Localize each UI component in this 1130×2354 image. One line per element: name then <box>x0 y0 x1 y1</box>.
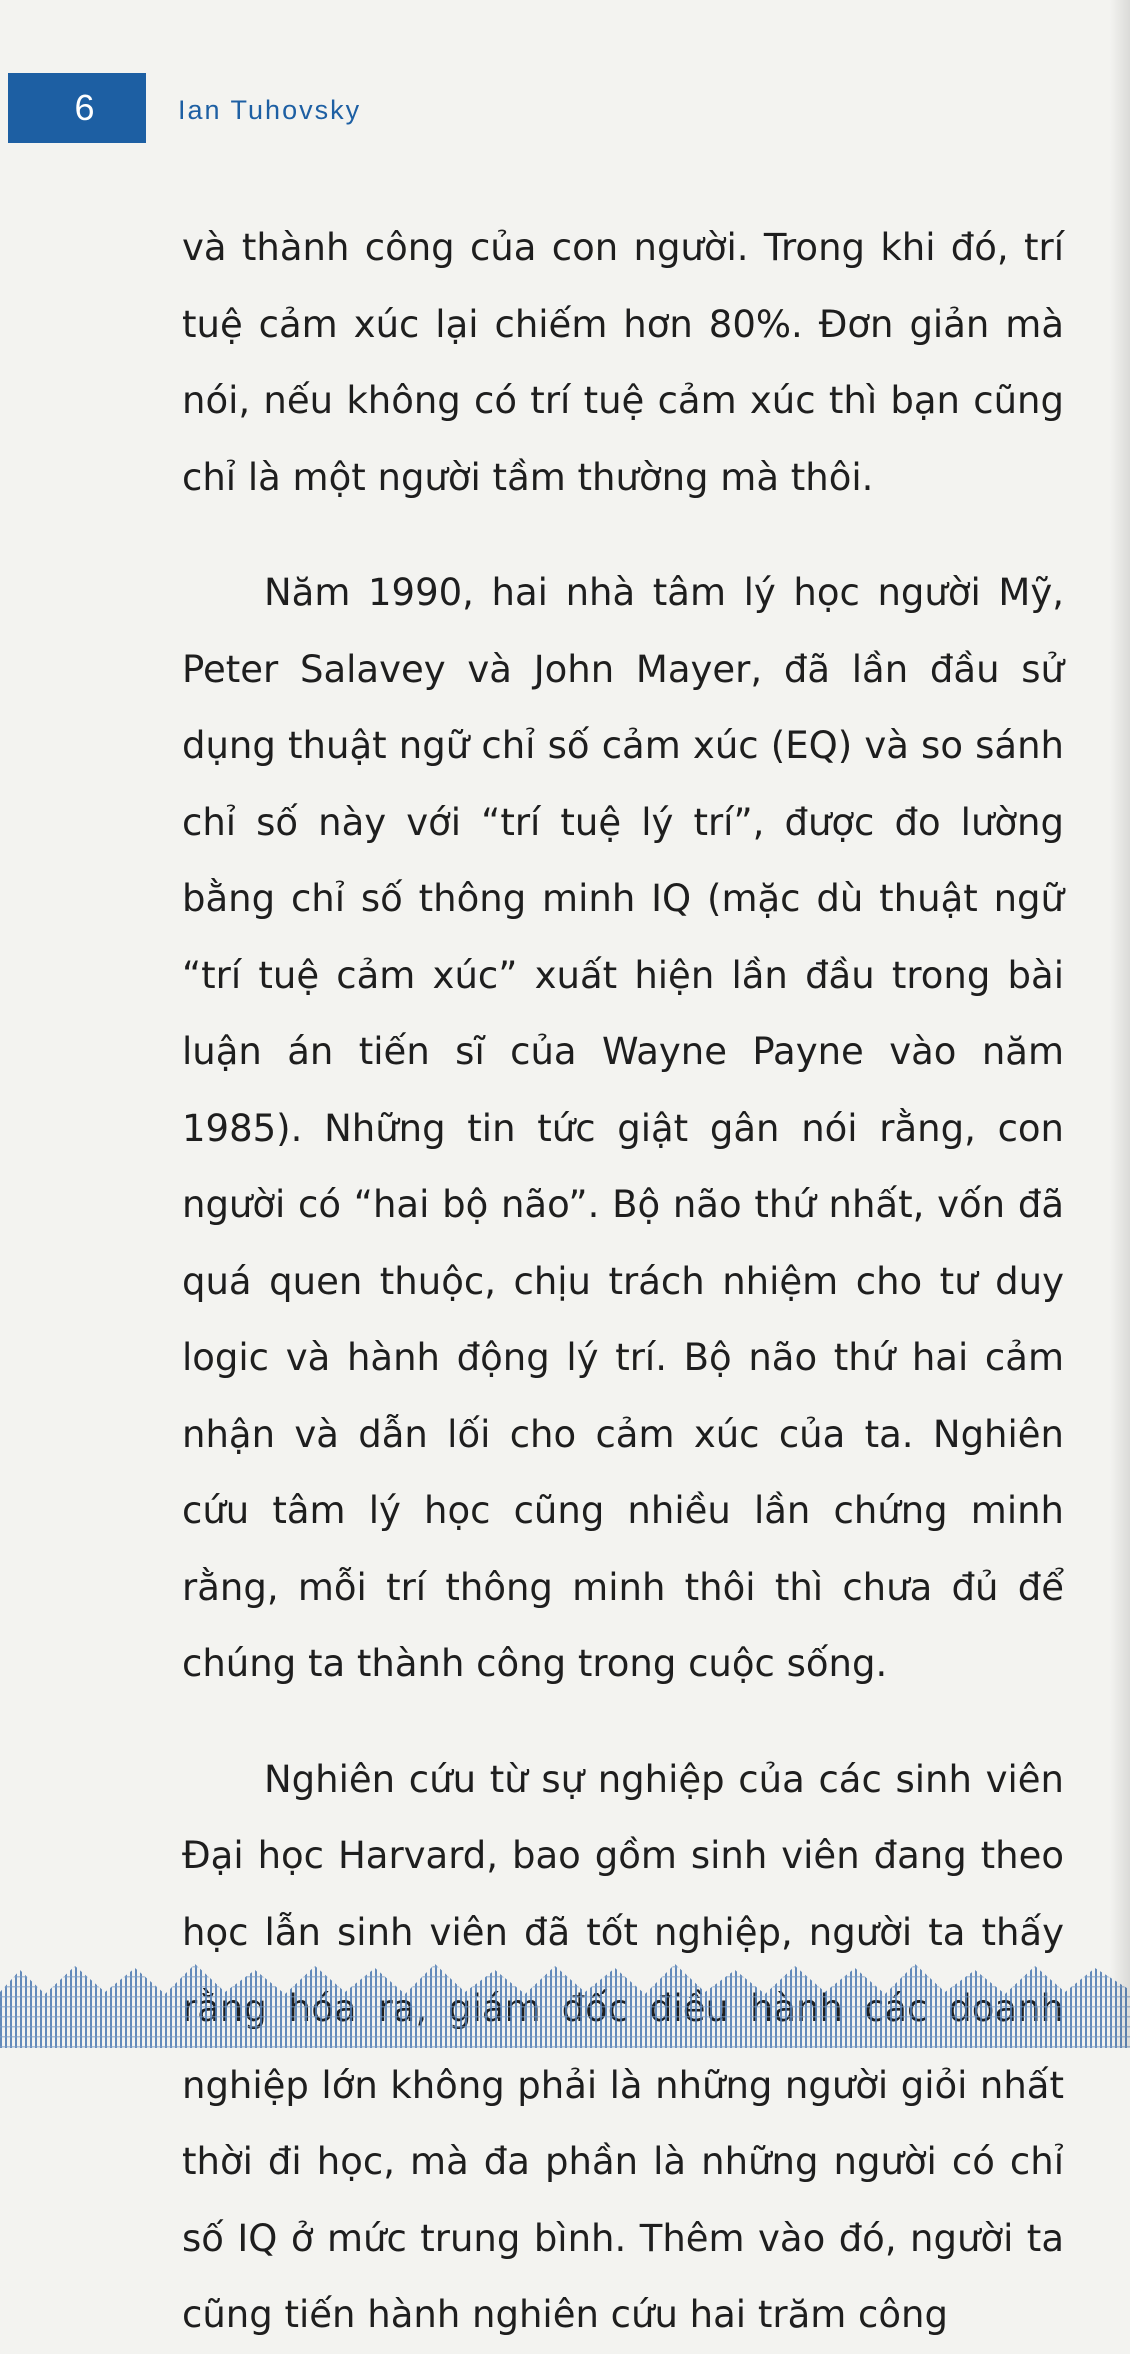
paragraph: Nghiên cứu từ sự nghiệp của các sinh viên Đại học Harvard, bao gồm sinh viên đang theo học lẫn sinh viên đã tốt nghiệp, người ta thấy nghiệp lớn không phải là những người giỏi nhất thời đi học, mà đa phần là những người có chỉ số IQ ở mức trung bình. Thêm vào đó, người ta cũng tiến hành nghiên cứu hai trăm công <box>182 1757 1064 2336</box>
page-edge-shadow <box>1110 0 1130 2048</box>
page-number: 6 <box>74 87 96 128</box>
page-number-tab <box>8 73 146 143</box>
paragraph: Năm 1990, hai nhà tâm lý học người Mỹ, Peter Salavey và John Mayer, đã lần đầu sử dụng thuật ngữ chỉ số cảm xúc (EQ) và so sánh chỉ số này với “trí tuệ lý trí”, được đo lường bằng chỉ số thông minh IQ (mặc dù thuật ngữ “trí tuệ cảm xúc” xuất hiện lần đầu trong bài luận án tiến sĩ của Wayne Payne vào năm 1985). Những tin tức giật gân nói rằng, con người có “hai bộ não”. Bộ não thứ nhất, vốn đã quá quen thuộc, chịu trách nhiệm cho tư duy logic và hành động lý trí. Bộ não thứ hai cảm nhận và dẫn lối cho cảm xúc của ta. Nghiên cứu tâm lý học cũng nhiều lần chứng minh rằng, mỗi trí thông minh thôi thì chưa đủ để chúng ta thành công trong cuộc sống. <box>182 571 1064 1685</box>
running-header-author: Ian Tuhovsky <box>178 95 362 125</box>
paragraph-continued: và thành công của con người. Trong khi đó, trí tuệ cảm xúc lại chiếm hơn 80%. Đơn giản mà nói, nếu không có trí tuệ cảm xúc thì bạn cũng chỉ là một người tầm thường mà thôi. <box>182 226 1064 499</box>
decorative-border-pattern <box>0 1952 1130 2048</box>
